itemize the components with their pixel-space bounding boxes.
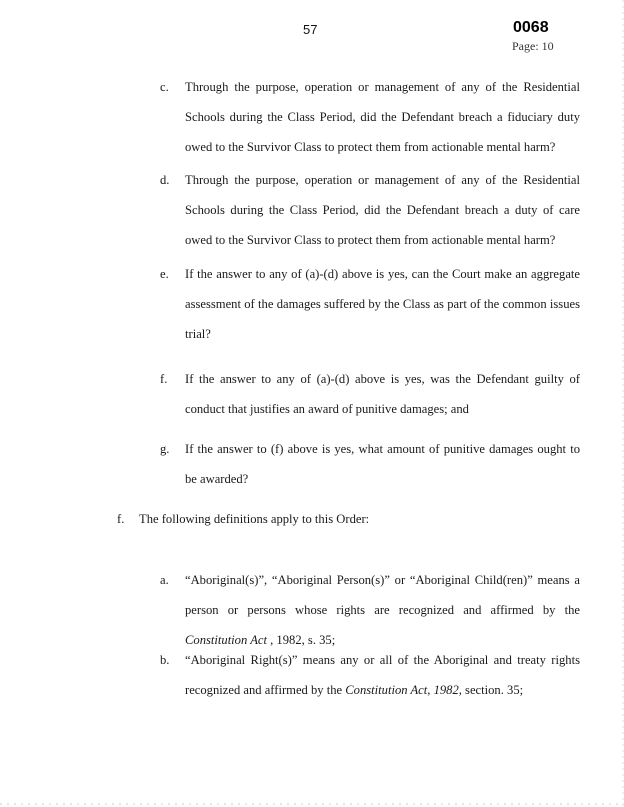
item-text: If the answer to any of (a)-(d) above is yes, was the Defendant guilty of conduct that justifies an award of punitive damages; and [185,372,580,416]
item-text [185,645,580,705]
definition-text: , 1982, s. 35; [266,633,336,647]
item-label: b. [160,653,170,667]
definition-b [160,645,580,705]
item-label: e. [160,267,169,281]
item-text: Through the purpose, operation or management of any of the Residential Schools during the Class Period, did the Defendant breach a duty of care owed to the Survivor Class to protect them from actionable mental harm? [185,173,580,247]
question-g [160,434,580,494]
definition-text: , [427,683,434,697]
definitions-heading [117,504,577,534]
item-label: a. [160,573,169,587]
item-label: c. [160,80,169,94]
item-text: If the answer to any of (a)-(d) above is yes, can the Court make an aggregate assessment of the damages suffered by the Class as part of the common issues trial? [185,267,580,341]
statute-year: 1982 [433,683,459,697]
item-text: The following definitions apply to this Order: [139,512,370,526]
item-text [185,565,580,655]
document-id: 0068 [513,19,549,36]
item-label: g. [160,442,170,456]
page-number: 57 [303,22,318,37]
definition-text: “Aboriginal Right(s)” means any or all of the Aboriginal and treaty rights recognized and affirmed by the [185,653,580,697]
question-c [160,72,580,162]
definition-text: “Aboriginal(s)”, “Aboriginal Person(s)” or “Aboriginal Child(ren)” means a person or persons whose rights are recognized and affirmed by the [185,573,580,617]
item-label: d. [160,173,170,187]
question-f [160,364,580,424]
definition-a [160,565,580,655]
scan-edge-bottom [0,803,624,805]
question-d [160,165,580,255]
statute-name: Constitution Act [345,683,428,697]
statute-name: Constitution Act [185,633,267,647]
item-label: f. [160,372,168,386]
page-label: Page: 10 [512,39,554,53]
question-e [160,259,580,349]
item-text: If the answer to (f) above is yes, what amount of punitive damages ought to be awarded? [185,442,580,486]
item-text: Through the purpose, operation or management of any of the Residential Schools during the Class Period, did the Defendant breach a fiduciary duty owed to the Survivor Class to protect them from actionable mental harm? [185,80,580,154]
item-label: f. [117,512,125,526]
definition-text: , section. 35; [458,683,524,697]
